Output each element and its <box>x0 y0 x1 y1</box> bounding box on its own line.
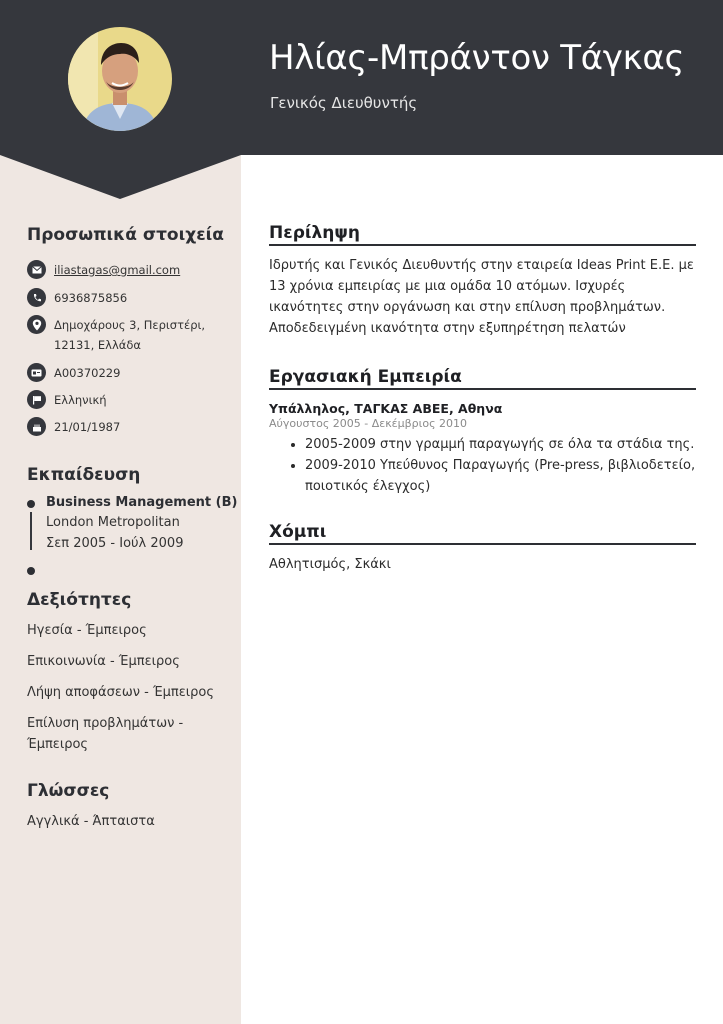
location-icon <box>27 315 46 334</box>
personal-details-title: Προσωπικά στοιχεία <box>27 225 224 245</box>
education-degree: Business Management (B) <box>46 495 238 510</box>
experience-title: Εργασιακή Εμπειρία <box>269 367 696 390</box>
timeline-dot <box>27 567 35 575</box>
address-text: Δημοχάρους 3, Περιστέρι, 12131, Ελλάδα <box>54 318 206 352</box>
timeline-line <box>30 512 32 550</box>
birthday-cake-icon <box>27 417 46 436</box>
birthdate-text: 21/01/1987 <box>54 420 121 434</box>
job-dates: Αύγουστος 2005 - Δεκέμβριος 2010 <box>269 417 468 430</box>
education-dates: Σεπ 2005 - Ιούλ 2009 <box>46 536 184 551</box>
job-title: Υπάλληλος, ΤΑΓΚΑΣ ΑΒΕΕ, Αθηνα <box>269 401 503 416</box>
candidate-name: Ηλίας-Μπράντον Τάγκας <box>269 38 685 78</box>
job-bullet: • 2009-2010 Υπεύθυνος Παραγωγής (Pre-press, βιβλιοδετείο, ποιοτικός έλεγχος) <box>305 455 705 497</box>
contact-email[interactable] <box>27 260 224 280</box>
skill-item: Ηγεσία - Έμπειρος <box>27 623 147 638</box>
timeline-dot <box>27 500 35 508</box>
hobbies-title: Χόμπι <box>269 522 696 545</box>
summary-title: Περίληψη <box>269 223 696 246</box>
languages-title: Γλώσσες <box>27 781 110 801</box>
hobbies-text: Αθλητισμός, Σκάκι <box>269 557 391 572</box>
email-icon <box>27 260 46 279</box>
phone-text: 6936875856 <box>54 291 128 305</box>
contact-id <box>27 363 224 383</box>
nationality-text: Ελληνική <box>54 393 107 407</box>
avatar <box>68 27 172 131</box>
flag-icon <box>27 390 46 409</box>
job-bullets <box>287 434 705 497</box>
id-text: A00370229 <box>54 366 121 380</box>
skill-item: Επικοινωνία - Έμπειρος <box>27 654 180 669</box>
email-link[interactable]: iliastagas@gmail.com <box>54 263 181 277</box>
skill-item: Επίλυση προβλημάτων - Έμπειρος <box>27 716 184 752</box>
summary-text: Ιδρυτής και Γενικός Διευθυντής στην εταιρεία Ideas Print E.E. με 13 χρόνια εμπειρίας με μια ομάδα 10 ατόμων. Ισχυρές ικανότητες στην οργάνωση και στην επίλυση προβλημάτων. Αποδεδειγμένη ικανότητα στην εξυπηρέτηση πελατών <box>269 258 694 336</box>
skill-item: Λήψη αποφάσεων - Έμπειρος <box>27 685 215 700</box>
education-title: Εκπαίδευση <box>27 465 141 485</box>
language-item: Αγγλικά - Άπταιστα <box>27 814 155 829</box>
contact-address <box>27 315 224 355</box>
contact-nationality <box>27 390 224 410</box>
candidate-role: Γενικός Διευθυντής <box>270 94 418 112</box>
contact-phone <box>27 288 224 308</box>
contact-birthdate <box>27 417 224 437</box>
header-chevron <box>0 155 241 199</box>
job-bullet: • 2005-2009 στην γραμμή παραγωγής σε όλα τα στάδια της. <box>305 434 705 455</box>
id-card-icon <box>27 363 46 382</box>
education-school: London Metropolitan <box>46 515 180 530</box>
phone-icon <box>27 288 46 307</box>
skills-title: Δεξιότητες <box>27 590 132 610</box>
